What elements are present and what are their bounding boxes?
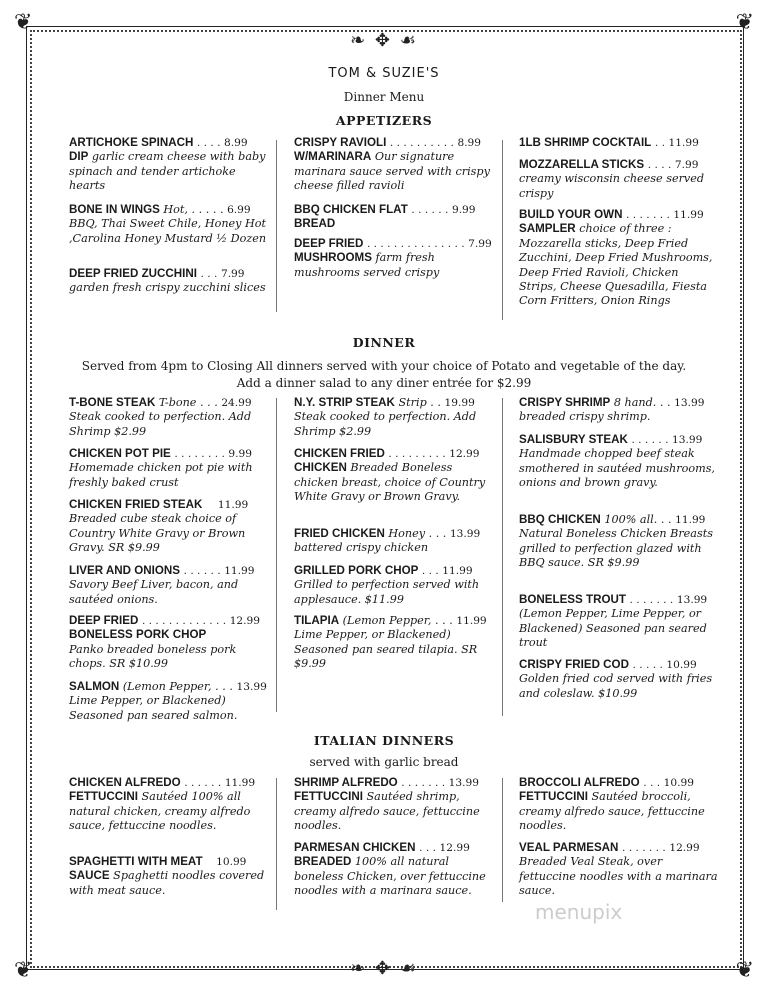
item-name: CRISPY FRIED COD — [519, 658, 629, 671]
footer-flourish-icon: ❧ ✥ ☙ — [350, 958, 418, 979]
item-price: 12.99 — [449, 448, 480, 460]
menu-item: PARMESAN CHICKEN . . . 12.99 BREADED 100% all natural boneless Chicken, over fettuccine noodles with a marinara sauce. — [294, 841, 486, 898]
item-description: Our signature marinara sauce served with crispy cheese filled ravioli — [294, 150, 490, 193]
item-description: Panko breaded boneless pork chops. SR $10.99 — [69, 642, 237, 671]
item-name: TILAPIA — [294, 614, 340, 627]
item-description: Savory Beef Liver, bacon, and sautéed onions. — [69, 578, 239, 606]
item-price: 6.99 — [227, 204, 251, 216]
item-price: 11.99 — [217, 499, 249, 511]
item-description: farm fresh mushrooms served crispy — [294, 251, 440, 279]
item-price: 12.99 — [439, 842, 470, 854]
item-name: BONE IN WINGS — [69, 203, 160, 216]
item-price: 12.99 — [229, 615, 261, 627]
item-description: breaded crispy shrimp. — [519, 410, 651, 424]
item-name: SHRIMP ALFREDO — [294, 776, 398, 789]
italian-note: served with garlic bread — [309, 755, 459, 769]
column-divider — [502, 778, 503, 902]
corner-ornament-icon: ❦ — [14, 10, 33, 35]
watermark: menupix — [535, 900, 623, 924]
column-divider — [276, 398, 277, 712]
item-name: BBQ CHICKEN FLAT — [294, 203, 408, 216]
menu-item: SALMON (Lemon Pepper, . . . 13.99 Lime Pepper, or Blackened) Seasoned pan seared salmon. — [69, 680, 267, 722]
item-price: 10.99 — [663, 777, 694, 789]
italian-heading: ITALIAN DINNERS — [313, 733, 455, 748]
menu-item: FRIED CHICKEN Honey . . . 13.99 battered crispy chicken — [294, 527, 481, 555]
dinner-salad-note: Add a dinner salad to any diner entrée for $2.99 — [236, 376, 532, 390]
item-description: garlic cream cheese with baby spinach and tender artichoke hearts — [69, 150, 266, 193]
menu-item — [69, 498, 269, 556]
item-price: 13.99 — [449, 528, 481, 540]
menu-item: LIVER AND ONIONS . . . . . . 11.99 Savory Beef Liver, bacon, and sautéed onions. — [69, 564, 255, 606]
appetizers-heading: APPETIZERS — [335, 113, 433, 128]
column-divider — [502, 398, 503, 716]
item-name: MOZZARELLA STICKS — [519, 158, 645, 171]
corner-ornament-icon: ❦ — [14, 958, 33, 983]
item-name: CHICKEN FRIED — [294, 447, 385, 460]
item-description: Steak cooked to perfection. Add Shrimp $2.99 — [69, 410, 252, 438]
menu-item: VEAL PARMESAN . . . . . . . 12.99 Breaded Veal Steak, over fettuccine noodles with a marinara sauce. — [519, 841, 718, 898]
item-name: 1LB SHRIMP COCKTAIL — [519, 136, 652, 149]
restaurant-name: TOM & SUZIE'S — [328, 66, 440, 81]
menu-item: CRISPY SHRIMP 8 hand. . . 13.99 breaded crispy shrimp. — [519, 396, 705, 424]
item-name: CHICKEN FRIED STEAK — [69, 498, 203, 511]
item-price: 8.99 — [457, 137, 482, 149]
menu-item: GRILLED PORK CHOP . . . 11.99 Grilled to perfection served with applesauce. $11.99 — [294, 564, 480, 606]
item-description: (Lemon Pepper, Lime Pepper, or Blackened) Seasoned pan seared trout — [519, 607, 707, 650]
item-description: Handmade chopped beef steak smothered in sautéed mushrooms, onions and brown gravy. — [519, 447, 715, 490]
item-description: garden fresh crispy zucchini slices — [69, 281, 266, 295]
menu-item: CRISPY FRIED COD . . . . . 10.99 Golden fried cod served with fries and coleslaw. $10.99 — [519, 658, 713, 700]
item-name: CRISPY SHRIMP — [519, 396, 611, 409]
menu-item: 1LB SHRIMP COCKTAIL . . 11.99 — [519, 136, 699, 149]
column-divider — [276, 140, 277, 312]
item-price: 10.99 — [216, 856, 247, 868]
column-divider — [276, 778, 277, 910]
item-description: Breaded cube steak choice of Country White Gravy or Brown Gravy. SR $9.99 — [69, 512, 246, 555]
item-name: BBQ CHICKEN — [519, 513, 601, 526]
item-description: Natural Boneless Chicken Breasts grilled to perfection glazed with BBQ sauce. SR $9.99 — [519, 527, 713, 570]
item-description: 100% all natural boneless Chicken, over fettuccine noodles with a marinara sauce. — [294, 855, 486, 898]
corner-ornament-icon: ❦ — [735, 958, 754, 983]
item-price: 19.99 — [444, 397, 475, 409]
item-name: GRILLED PORK CHOP — [294, 564, 419, 577]
item-price: 11.99 — [668, 137, 699, 149]
menu-item: CHICKEN POT PIE . . . . . . . . 9.99 Homemade chicken pot pie with freshly baked crust — [69, 447, 253, 489]
menu-item: DEEP FRIED . . . . . . . . . . . . . 12.99 BONELESS PORK CHOP Panko breaded boneless pork chops. SR $10.99 — [69, 614, 261, 671]
item-price: 9.99 — [228, 448, 253, 460]
item-description: Breaded Veal Steak, over fettuccine noodles with a marinara sauce. — [519, 855, 718, 898]
dinner-heading: DINNER — [352, 335, 416, 350]
item-name: T-BONE STEAK — [69, 396, 156, 409]
menu-item: BROCCOLI ALFREDO . . . 10.99 FETTUCCINI Sautéed broccoli, creamy alfredo sauce, fettuccine noodles. — [519, 776, 705, 833]
item-description: choice of three : Mozzarella sticks, Deep Fried Zucchini, Deep Fried Mushrooms, Deep Fried Ravioli, Chicken Strips, Cheese Quesadilla, Fiesta Corn Fritters, Onion Rings — [519, 222, 713, 308]
item-description: Sautéed 100% all natural chicken, creamy alfredo sauce, fettuccine noodles. — [69, 790, 251, 833]
menu-item: CHICKEN FRIED . . . . . . . . . 12.99 CHICKEN Breaded Boneless chicken breast, choice of Country White Gravy or Brown Gravy. — [294, 447, 486, 504]
menu-item: BONE IN WINGS Hot, . . . . . 6.99 BBQ, Thai Sweet Chile, Honey Hot ,Carolina Honey Mustard ½ Dozen — [69, 203, 267, 245]
item-description: battered crispy chicken — [294, 541, 429, 555]
item-name: ARTICHOKE SPINACH — [69, 136, 194, 149]
item-price: 7.99 — [220, 268, 245, 280]
item-name: VEAL PARMESAN — [519, 841, 619, 854]
item-name: SALMON — [69, 680, 120, 693]
item-price: 11.99 — [224, 777, 256, 789]
item-price: 24.99 — [221, 397, 252, 409]
menu-item: CRISPY RAVIOLI . . . . . . . . . . 8.99 W/MARINARA Our signature marinara sauce served with crispy cheese filled ravioli — [294, 136, 490, 193]
item-price: 11.99 — [442, 565, 473, 577]
item-price: 13.99 — [236, 681, 267, 693]
header-flourish-icon: ❧ ✥ ☙ — [350, 30, 418, 51]
item-price: 13.99 — [674, 397, 705, 409]
item-name: SALISBURY STEAK — [519, 433, 628, 446]
item-description: Lime Pepper, or Blackened) Seasoned pan seared tilapia. SR $9.99 — [294, 628, 478, 671]
menu-item: BBQ CHICKEN FLAT . . . . . . 9.99 BREAD — [294, 203, 476, 231]
item-description: Grilled to perfection served with applesauce. $11.99 — [294, 578, 480, 606]
menu-item: SPAGHETTI WITH MEAT 10.99 SAUCE Spaghetti noodles covered with meat sauce. — [69, 855, 265, 897]
item-description: Breaded Boneless chicken breast, choice of Country White Gravy or Brown Gravy. — [294, 461, 486, 504]
item-name: FRIED CHICKEN — [294, 527, 385, 540]
menu-item: TILAPIA (Lemon Pepper, . . . 11.99 Lime Pepper, or Blackened) Seasoned pan seared tilapia. SR $9.99 — [294, 614, 487, 671]
item-description: Lime Pepper, or Blackened) Seasoned pan seared salmon. — [69, 694, 238, 722]
menu-item: CHICKEN ALFREDO . . . . . . 11.99 FETTUCCINI Sautéed 100% all natural chicken, creamy alfredo sauce, fettuccine noodles. — [69, 776, 256, 833]
item-name: BROCCOLI ALFREDO — [519, 776, 640, 789]
item-name: SPAGHETTI WITH MEAT — [69, 855, 203, 868]
item-description: Spaghetti noodles covered with meat sauce. — [69, 869, 265, 897]
item-price: 9.99 — [451, 204, 476, 216]
item-name: CHICKEN ALFREDO — [69, 776, 181, 789]
menu-item: MOZZARELLA STICKS . . . . 7.99 creamy wisconsin cheese served crispy — [519, 158, 705, 200]
item-name: DEEP FRIED ZUCCHINI — [69, 267, 197, 280]
menu-title: Dinner Menu — [343, 90, 425, 104]
menu-item: SHRIMP ALFREDO . . . . . . . 13.99 FETTUCCINI Sautéed shrimp, creamy alfredo sauce, fettuccine noodles. — [294, 776, 480, 833]
menu-item: ARTICHOKE SPINACH . . . . 8.99 DIP garlic cream cheese with baby spinach and tender artichoke hearts — [69, 136, 266, 193]
item-description: Homemade chicken pot pie with freshly baked crust — [69, 461, 253, 489]
item-name: PARMESAN CHICKEN — [294, 841, 416, 854]
menu-item: BBQ CHICKEN 100% all. . . 11.99 Natural Boneless Chicken Breasts grilled to perfection glazed with BBQ sauce. SR $9.99 — [519, 513, 713, 570]
column-divider — [502, 140, 503, 320]
item-name: N.Y. STRIP STEAK — [294, 396, 395, 409]
item-name: DEEP FRIED — [69, 614, 139, 627]
menu-item: DEEP FRIED . . . . . . . . . . . . . . . 7.99 MUSHROOMS farm fresh mushrooms served crispy — [294, 237, 492, 279]
item-description: Sautéed shrimp, creamy alfredo sauce, fettuccine noodles. — [294, 790, 480, 833]
menu-item: T-BONE STEAK T-bone . . . 24.99 Steak cooked to perfection. Add Shrimp $2.99 — [69, 396, 252, 438]
item-name: BONELESS TROUT — [519, 593, 626, 606]
item-description: Sautéed broccoli, creamy alfredo sauce, fettuccine noodles. — [519, 790, 705, 833]
item-name: LIVER AND ONIONS — [69, 564, 181, 577]
item-price: 13.99 — [448, 777, 479, 789]
item-price: 13.99 — [672, 434, 703, 446]
item-price: 10.99 — [666, 659, 697, 671]
item-price: 12.99 — [669, 842, 700, 854]
item-price: 8.99 — [224, 137, 248, 149]
menu-item: DEEP FRIED ZUCCHINI . . . 7.99 garden fresh crispy zucchini slices — [69, 267, 266, 295]
item-price: 11.99 — [224, 565, 255, 577]
item-name: BUILD YOUR OWN — [519, 208, 623, 221]
item-price: 7.99 — [468, 238, 492, 250]
menu-item: BUILD YOUR OWN . . . . . . . 11.99 SAMPLER choice of three : Mozzarella sticks, Deep Fried Zucchini, Deep Fried Mushrooms, Deep Fried Ravioli, Chicken Strips, Cheese Quesadilla, Fiesta Corn Fritters, Onion Rings — [519, 208, 713, 308]
item-name: CHICKEN POT PIE — [69, 447, 171, 460]
item-description: BBQ, Thai Sweet Chile, Honey Hot ,Carolina Honey Mustard ½ Dozen — [69, 217, 267, 245]
item-name: DEEP FRIED — [294, 237, 364, 250]
item-description: Steak cooked to perfection. Add Shrimp $2.99 — [294, 410, 477, 438]
item-price: 11.99 — [456, 615, 487, 627]
dinner-note: Served from 4pm to Closing All dinners served with your choice of Potato and vegetable of the day. — [81, 359, 687, 373]
item-description: Golden fried cod served with fries and coleslaw. $10.99 — [519, 672, 713, 700]
corner-ornament-icon: ❦ — [735, 10, 754, 35]
item-price: 11.99 — [673, 209, 704, 221]
item-price: 13.99 — [676, 594, 708, 606]
menu-item: BONELESS TROUT . . . . . . . 13.99 (Lemon Pepper, Lime Pepper, or Blackened) Seasoned pan seared trout — [519, 593, 708, 650]
menu-item: SALISBURY STEAK . . . . . . 13.99 Handmade chopped beef steak smothered in sautéed mushrooms, onions and brown gravy. — [519, 433, 715, 490]
item-price: 11.99 — [675, 514, 706, 526]
menu-item: N.Y. STRIP STEAK Strip . . 19.99 Steak cooked to perfection. Add Shrimp $2.99 — [294, 396, 477, 438]
item-price: 7.99 — [674, 159, 699, 171]
item-name: CRISPY RAVIOLI — [294, 136, 387, 149]
item-description: creamy wisconsin cheese served crispy — [519, 172, 705, 200]
